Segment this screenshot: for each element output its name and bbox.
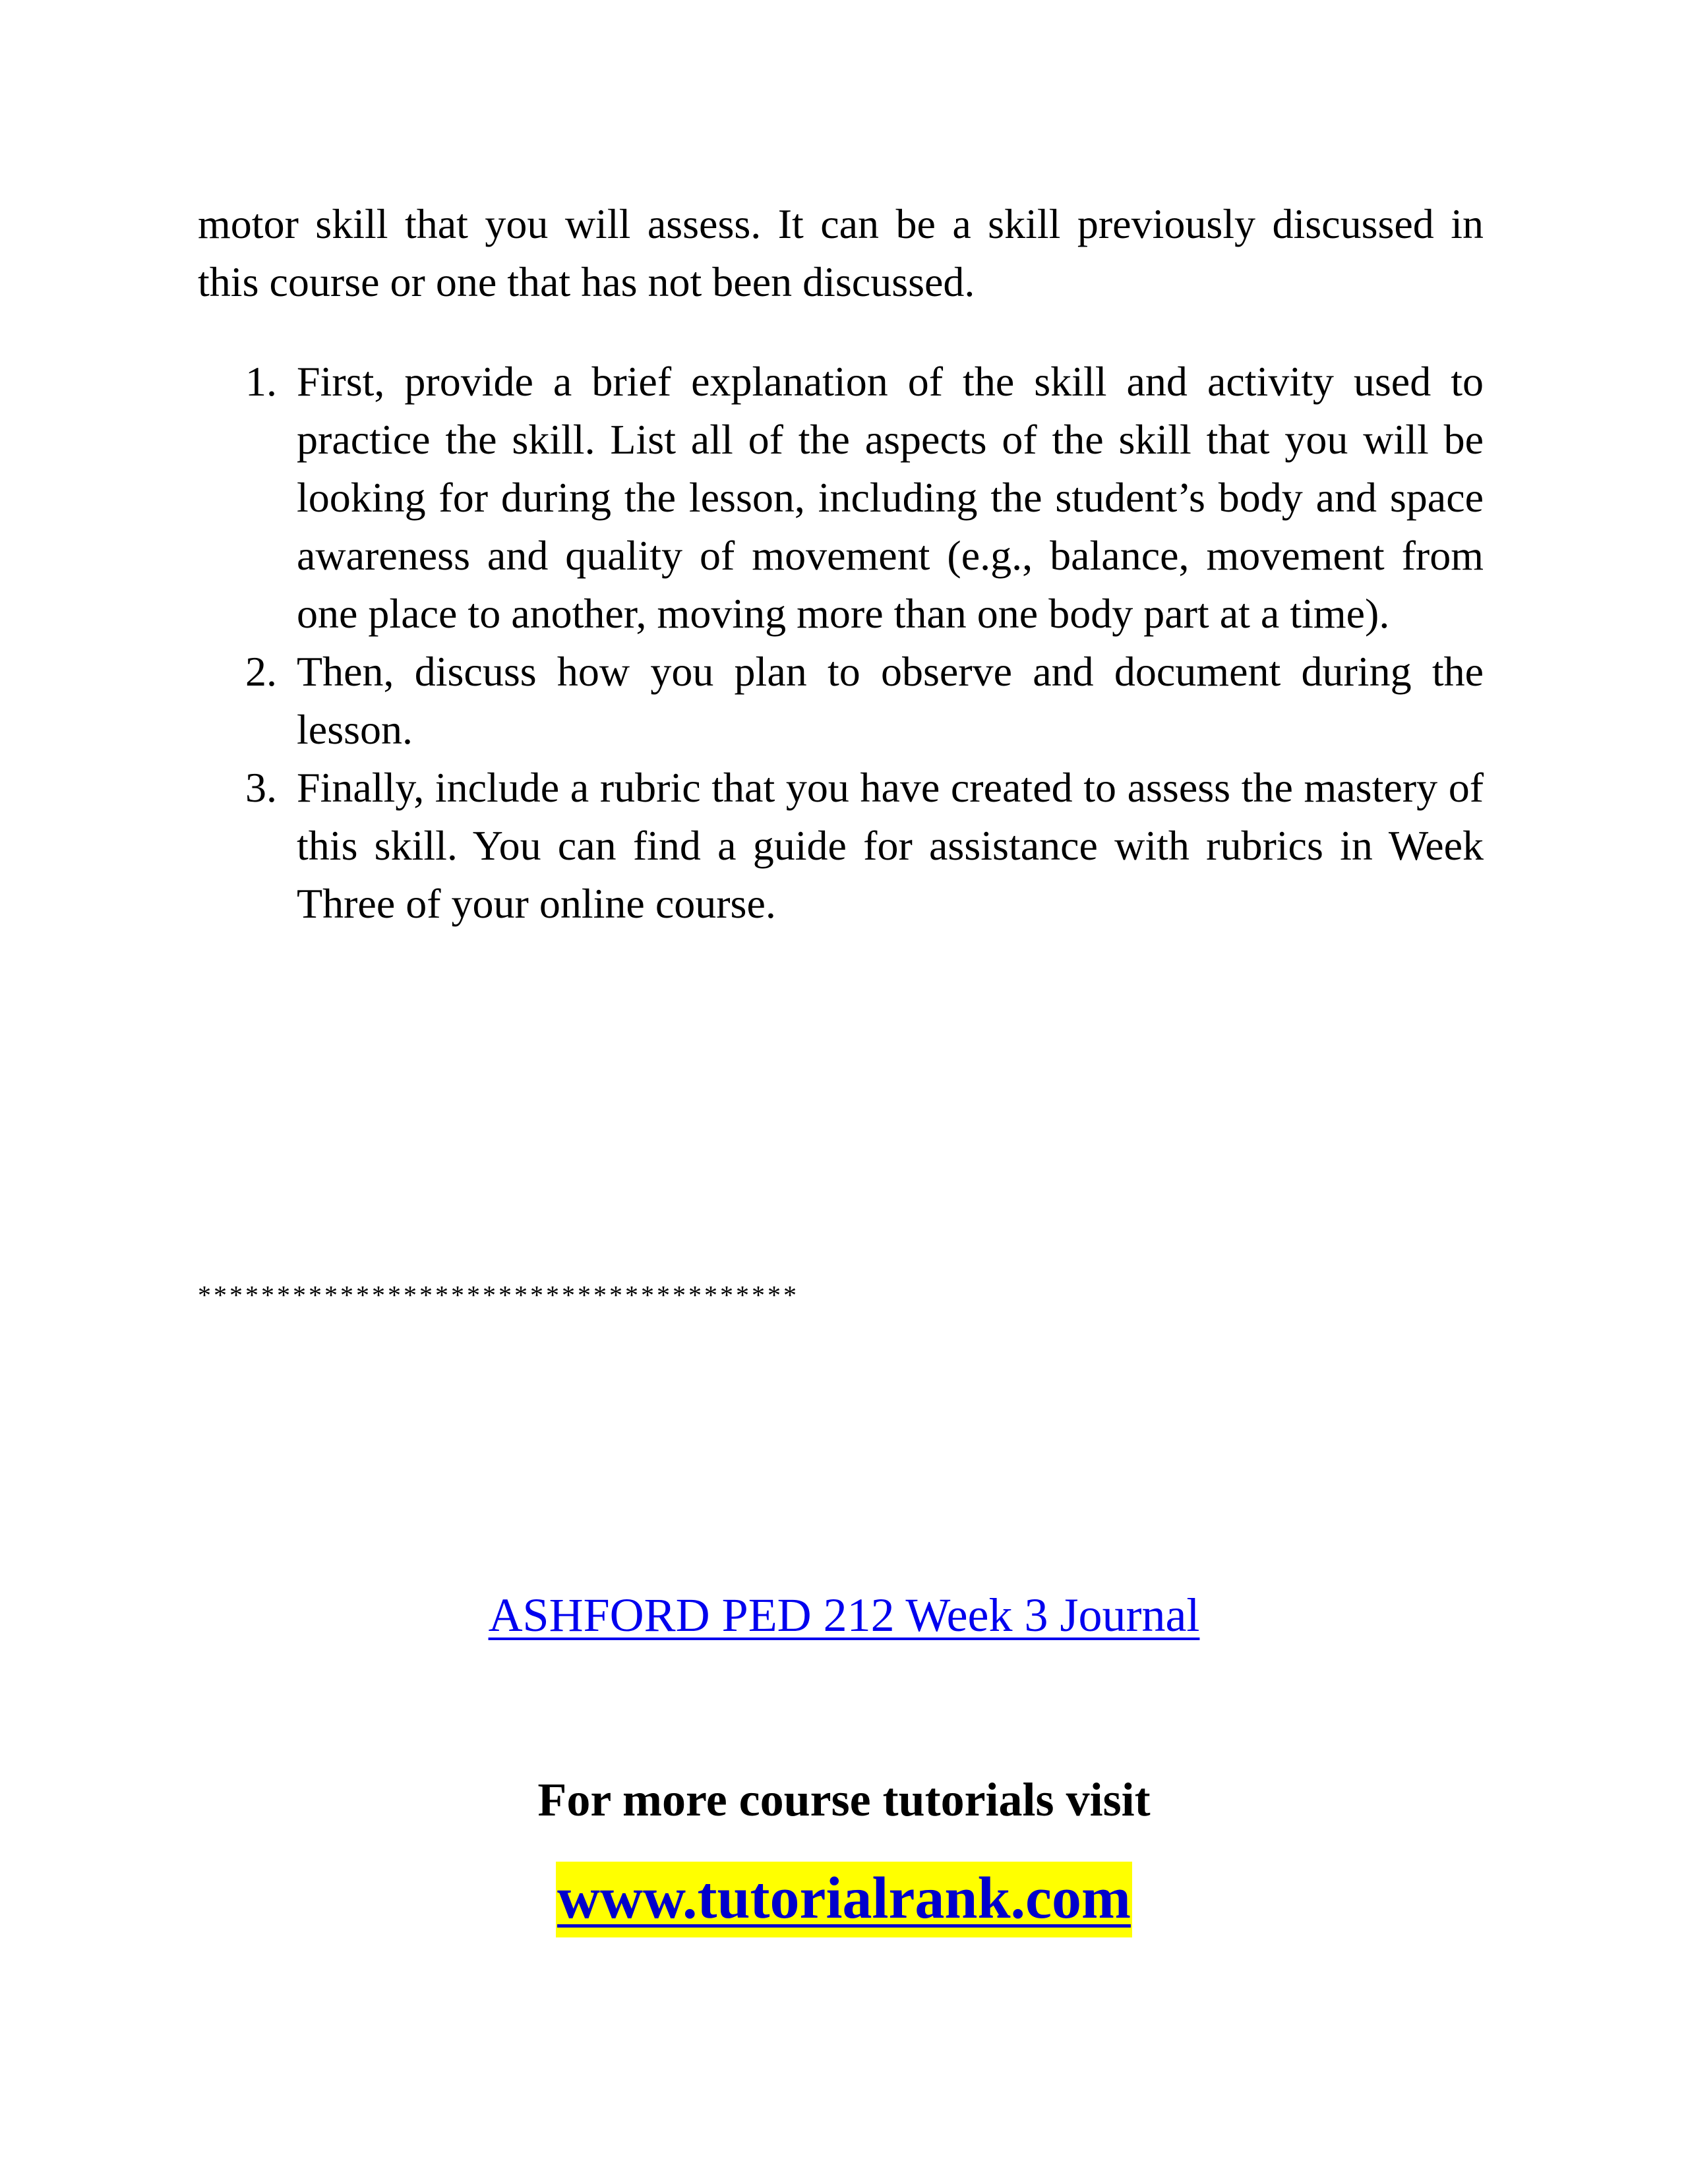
instruction-list (198, 353, 1484, 933)
list-item (198, 353, 1484, 643)
site-link-container (0, 1859, 1688, 1938)
list-item (198, 759, 1484, 933)
intro-line-1: motor skill that you will assess. It can be a skill previously discussed in (198, 200, 1484, 247)
course-title-container (0, 1582, 1688, 1648)
list-item-text: Finally, include a rubric that you have created to assess the mastery of this skill. You can find a guide for assistance with rubrics in Week Three of your online course. (297, 764, 1484, 927)
list-item-number: 1. (245, 358, 277, 405)
intro-line-2: this course or one that has not been discussed. (198, 258, 975, 305)
list-item-number: 3. (245, 764, 277, 811)
site-link[interactable]: www.tutorialrank.com (556, 1862, 1132, 1937)
list-item-number: 2. (245, 648, 277, 695)
intro-paragraph (198, 195, 1484, 311)
separator-line: ************************************** (198, 1280, 799, 1310)
promo-text: For more course tutorials visit (537, 1773, 1151, 1826)
course-link[interactable]: ASHFORD PED 212 Week 3 Journal (488, 1589, 1200, 1641)
list-item-text: Then, discuss how you plan to observe and document during the lesson. (297, 648, 1484, 753)
list-item (198, 643, 1484, 759)
list-item-text: First, provide a brief explanation of the skill and activity used to practice the skill. List all of the aspects of the skill that you will be looking for during the lesson, including the student’s body and space awareness and quality of movement (e.g., balance, movement from one place to another, moving more than one body part at a time). (297, 358, 1484, 637)
